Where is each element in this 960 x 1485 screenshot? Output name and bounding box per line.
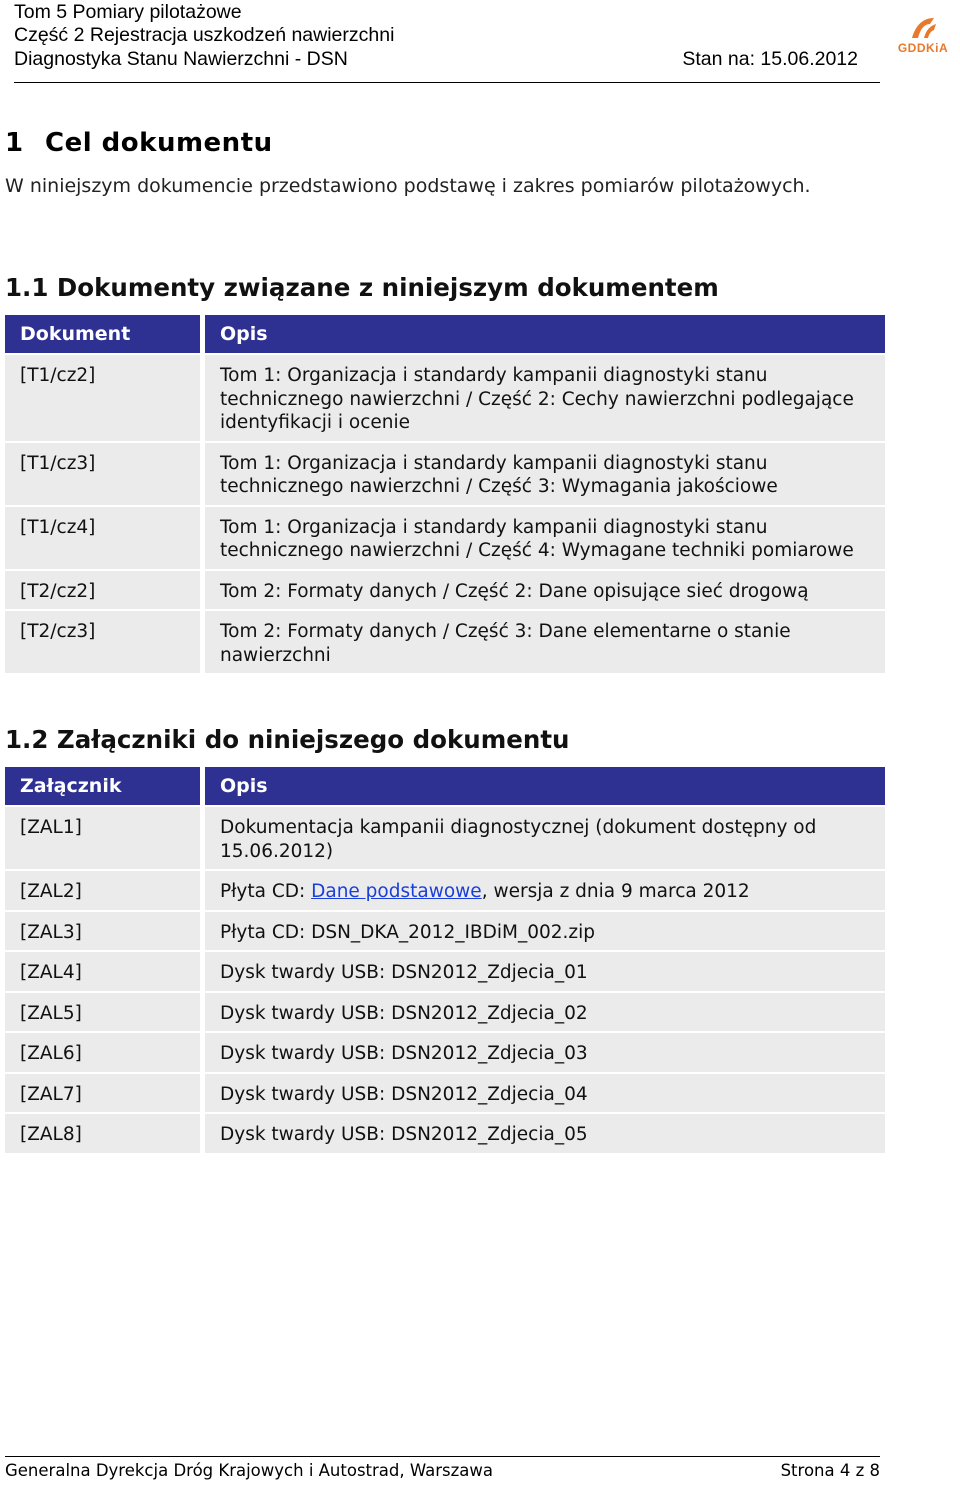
attachment-id: [ZAL4] bbox=[5, 950, 205, 991]
document-id: [T1/cz3] bbox=[5, 441, 205, 505]
attachment-desc-suffix: , wersja z dnia 9 marca 2012 bbox=[481, 881, 750, 902]
table-row bbox=[5, 441, 885, 505]
attachment-description: Dokumentacja kampanii diagnostycznej (dokument dostępny od 15.06.2012) bbox=[205, 805, 885, 869]
footer-organization: Generalna Dyrekcja Dróg Krajowych i Autostrad, Warszawa bbox=[5, 1461, 494, 1480]
attachment-id: [ZAL7] bbox=[5, 1072, 205, 1113]
footer-page-number: Strona 4 z 8 bbox=[780, 1461, 880, 1480]
attachment-description: Płyta CD: DSN_DKA_2012_IBDiM_002.zip bbox=[205, 910, 885, 951]
attachment-description: Dysk twardy USB: DSN2012_Zdjecia_02 bbox=[205, 991, 885, 1032]
attachment-description bbox=[205, 869, 885, 910]
related-documents-table bbox=[5, 315, 885, 673]
document-description: Tom 1: Organizacja i standardy kampanii diagnostyki stanu technicznego nawierzchni / Część 3: Wymagania jakościowe bbox=[205, 441, 885, 505]
section-title: Cel dokumentu bbox=[45, 128, 273, 158]
column-header-attachment: Załącznik bbox=[5, 767, 205, 805]
table-row bbox=[5, 1072, 885, 1113]
document-description: Tom 1: Organizacja i standardy kampanii diagnostyki stanu technicznego nawierzchni / Część 2: Cechy nawierzchni podlegające identyfikacji i ocenie bbox=[205, 353, 885, 441]
document-description: Tom 2: Formaty danych / Część 2: Dane opisujące sieć drogową bbox=[205, 569, 885, 610]
column-header-document: Dokument bbox=[5, 315, 205, 353]
header-date: Stan na: 15.06.2012 bbox=[682, 48, 858, 70]
header-project: Diagnostyka Stanu Nawierzchni - DSN bbox=[14, 48, 348, 70]
document-id: [T2/cz2] bbox=[5, 569, 205, 610]
table-row bbox=[5, 1031, 885, 1072]
attachment-id: [ZAL5] bbox=[5, 991, 205, 1032]
page-footer bbox=[5, 1456, 880, 1480]
attachment-id: [ZAL8] bbox=[5, 1112, 205, 1153]
intro-paragraph: W niniejszym dokumencie przedstawiono podstawę i zakres pomiarów pilotażowych. bbox=[5, 175, 811, 197]
attachment-description: Dysk twardy USB: DSN2012_Zdjecia_04 bbox=[205, 1072, 885, 1113]
attachment-desc-prefix: Płyta CD: bbox=[220, 881, 312, 902]
table-row bbox=[5, 569, 885, 610]
column-header-description: Opis bbox=[205, 767, 885, 805]
attachment-id: [ZAL6] bbox=[5, 1031, 205, 1072]
attachment-description: Dysk twardy USB: DSN2012_Zdjecia_03 bbox=[205, 1031, 885, 1072]
table-row bbox=[5, 505, 885, 569]
subsection-heading-attachments: 1.2 Załączniki do niniejszego dokumentu bbox=[5, 725, 570, 754]
page-header bbox=[14, 0, 880, 83]
attachment-id: [ZAL2] bbox=[5, 869, 205, 910]
column-header-description: Opis bbox=[205, 315, 885, 353]
document-description: Tom 2: Formaty danych / Część 3: Dane elementarne o stanie nawierzchni bbox=[205, 609, 885, 673]
header-volume: Tom 5 Pomiary pilotażowe bbox=[14, 1, 242, 23]
gddkia-logo bbox=[890, 14, 956, 58]
table-row bbox=[5, 869, 885, 910]
table-row bbox=[5, 991, 885, 1032]
section-heading bbox=[5, 128, 273, 158]
dane-podstawowe-link[interactable]: Dane podstawowe bbox=[311, 881, 482, 902]
attachment-description: Dysk twardy USB: DSN2012_Zdjecia_05 bbox=[205, 1112, 885, 1153]
subsection-heading-related-docs: 1.1 Dokumenty związane z niniejszym dokumentem bbox=[5, 273, 719, 302]
table-row bbox=[5, 805, 885, 869]
document-id: [T1/cz2] bbox=[5, 353, 205, 441]
section-number: 1 bbox=[5, 128, 24, 158]
table-row bbox=[5, 1112, 885, 1153]
attachment-description: Dysk twardy USB: DSN2012_Zdjecia_01 bbox=[205, 950, 885, 991]
header-part: Część 2 Rejestracja uszkodzeń nawierzchni bbox=[14, 24, 395, 46]
logo-text: GDDKiA bbox=[897, 41, 949, 55]
gddkia-logo-icon bbox=[890, 14, 956, 42]
attachment-id: [ZAL1] bbox=[5, 805, 205, 869]
table-row bbox=[5, 353, 885, 441]
document-id: [T1/cz4] bbox=[5, 505, 205, 569]
document-description: Tom 1: Organizacja i standardy kampanii diagnostyki stanu technicznego nawierzchni / Część 4: Wymagane techniki pomiarowe bbox=[205, 505, 885, 569]
attachments-table bbox=[5, 767, 885, 1153]
document-id: [T2/cz3] bbox=[5, 609, 205, 673]
table-row bbox=[5, 950, 885, 991]
table-row bbox=[5, 609, 885, 673]
table-row bbox=[5, 910, 885, 951]
attachment-id: [ZAL3] bbox=[5, 910, 205, 951]
